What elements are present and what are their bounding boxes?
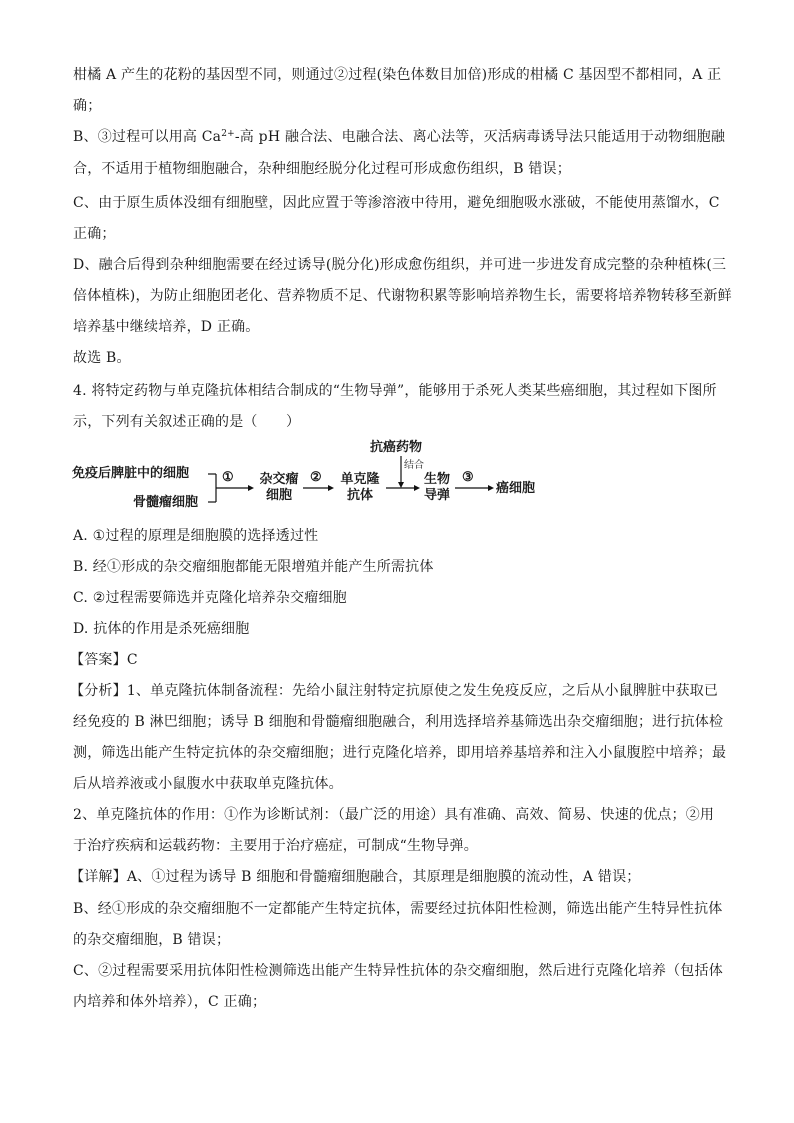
analysis-line [70, 682, 720, 700]
arrow-1-head [248, 485, 254, 491]
mab-line1: 单克隆 [340, 472, 380, 487]
arrow-2-head [328, 485, 334, 491]
analysis-tag: 【分析】 [70, 683, 127, 699]
arrow-3-head [488, 485, 494, 491]
hybridoma-line1: 杂交瘤 [259, 472, 299, 487]
text-line: 合，不适用于植物细胞融合，杂种细胞经脱分化过程可形成愈伤组织，B 错误； [73, 161, 571, 177]
hybridoma-label [256, 472, 302, 504]
step-2-label: ② [310, 470, 322, 485]
text-line: 故选 B。 [73, 350, 131, 366]
text-line: 柑橘 A 产生的花粉的基因型不同，则通过②过程(染色体数目加倍)形成的柑橘 C 基因型不都相同，A 正 [73, 67, 722, 83]
detail-line [70, 868, 720, 886]
arrow-drug-head [398, 482, 404, 488]
text-line: 倍体植株)，为防止细胞团老化、营养物质不足、代谢物积累等影响培养物生长，需要将培养物转移至新鲜 [73, 288, 732, 304]
analysis-line: 经免疫的 B 淋巴细胞；诱导 B 细胞和骨髓瘤细胞融合，利用选择培养基筛选出杂交瘤细胞；进行抗体检 [73, 714, 724, 730]
answer-value: C [126, 652, 138, 668]
step-1-label: ① [222, 470, 234, 485]
missile-line2: 导弹 [423, 488, 450, 503]
option-a: A. ①过程的原理是细胞膜的选择透过性 [73, 528, 319, 544]
detail-line: C、②过程需要采用抗体阳性检测筛选出能产生特异性抗体的杂交瘤细胞，然后进行克隆化培养（包括体 [73, 963, 723, 979]
text-line: C、由于原生质体没细有细胞壁，因此应置于等渗溶液中待用，避免细胞吸水涨破，不能使用蒸馏水，C [73, 195, 720, 211]
answer-line [70, 651, 720, 669]
analysis-line: 于治疗疾病和运载药物：主要用于治疗癌症，可制成“生物导弹。 [73, 838, 478, 854]
detail-line: 内培养和体外培养），C 正确； [73, 994, 267, 1010]
missile-line1: 生物 [423, 472, 450, 487]
option-b: B. 经①形成的杂交瘤细胞都能无限增殖并能产生所需抗体 [73, 559, 434, 575]
detail-line: 的杂交瘤细胞，B 错误； [73, 932, 231, 948]
text-fragment: -高 pH 融合法、电融合法、离心法等，灭活病毒诱导法只能适用于动物细胞融 [234, 129, 726, 145]
option-d: D. 抗体的作用是杀死癌细胞 [73, 621, 250, 637]
detail-line: B、经①形成的杂交瘤细胞不一定都能产生特定抗体，需要经过抗体阳性检测，筛选出能产生特异性抗体 [73, 901, 723, 917]
step-3-label: ③ [462, 470, 474, 485]
text-line-b [73, 128, 726, 146]
analysis-line: 测，筛选出能产生特定抗体的杂交瘤细胞；进行克隆化培养，即用培养基培养和注入小鼠腹腔中培养；最 [73, 745, 727, 761]
text-line: 确； [73, 98, 102, 114]
question-stem: 示，下列有关叙述正确的是（ ） [73, 414, 301, 430]
question-stem: 4. 将特定药物与单克隆抗体相结合制成的“生物导弹”，能够用于杀死人类某些癌细胞，其过程如下图所 [73, 383, 717, 399]
detail-text: A、①过程为诱导 B 细胞和骨髓瘤细胞融合，其原理是细胞膜的流动性，A 错误； [126, 869, 641, 885]
combine-label: 结合 [404, 460, 424, 471]
myeloma-cell-label: 骨髓瘤细胞 [133, 495, 199, 510]
text-line: 培养基中继续培养，D 正确。 [73, 319, 260, 335]
process-diagram [70, 438, 630, 518]
spleen-cell-label: 免疫后脾脏中的细胞 [72, 466, 190, 481]
superscript: 2+ [221, 129, 235, 139]
cancer-cell-label: 癌细胞 [496, 481, 536, 496]
detail-tag: 【详解】 [70, 869, 127, 885]
text-line: D、融合后得到杂种细胞需要在经过诱导(脱分化)形成愈伤组织，并可进一步进发育成完整的杂种植株(三 [73, 257, 727, 273]
answer-tag: 【答案】 [70, 652, 127, 668]
mab-label [336, 472, 384, 504]
analysis-text: 1、单克隆抗体制备流程：先给小鼠注射特定抗原使之发生免疫反应，之后从小鼠脾脏中获取已 [126, 683, 719, 699]
option-c: C. ②过程需要筛选并克隆化培养杂交瘤细胞 [73, 590, 347, 606]
analysis-line: 后从培养液或小鼠腹水中获取单克隆抗体。 [73, 776, 343, 792]
missile-label [420, 472, 454, 504]
mab-line2: 抗体 [346, 488, 373, 503]
text-line: 正确； [73, 226, 116, 242]
hybridoma-line2: 细胞 [265, 488, 292, 503]
text-fragment: B、③过程可以用高 Ca [73, 129, 222, 145]
drug-label: 抗癌药物 [370, 440, 423, 455]
analysis-line: 2、单克隆抗体的作用：①作为诊断试剂：（最广泛的用途）具有准确、高效、简易、快速的优点；②用 [73, 807, 715, 823]
